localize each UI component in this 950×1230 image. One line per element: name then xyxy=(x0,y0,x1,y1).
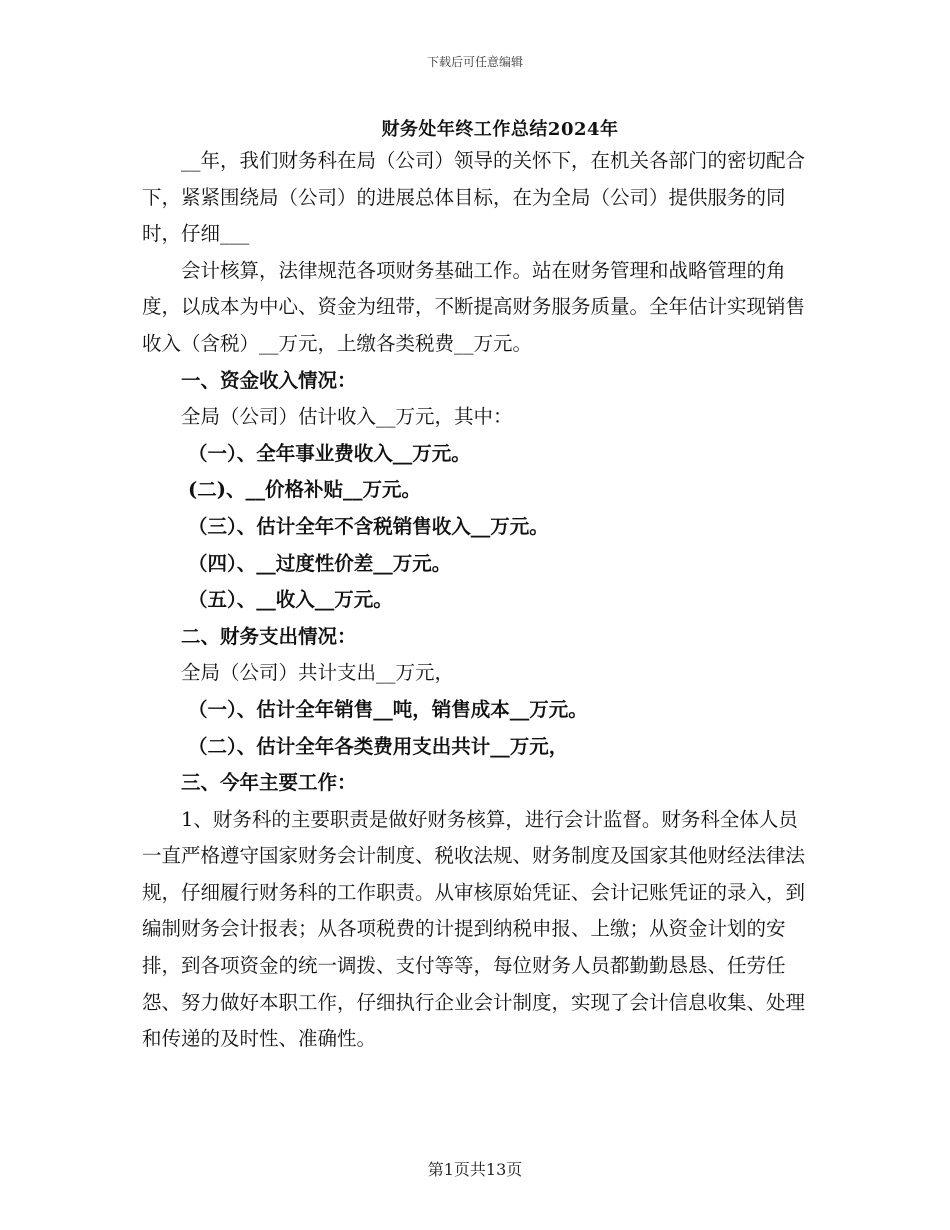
intro-paragraph: __年，我们财务科在局（公司）领导的关怀下，在机关各部门的密切配合下，紧紧围绕局（公司）的进展总体目标，在为全局（公司）提供服务的同时，仔细___ xyxy=(142,149,806,246)
accounting-paragraph: 会计核算，法律规范各项财务基础工作。站在财务管理和战略管理的角度，以成本为中心、资金为纽带，不断提高财务服务质量。全年估计实现销售收入（含税）__万元，上缴各类税费__万元。 xyxy=(142,258,806,355)
expense-item-2: （二）、估计全年各类费用支出共计__万元， xyxy=(188,734,569,758)
expense-summary: 全局（公司）共计支出__万元， xyxy=(181,661,455,685)
expense-item-1: （一）、估计全年销售__吨，销售成本__万元。 xyxy=(188,697,588,721)
income-item-5: （五）、__收入__万元。 xyxy=(188,588,393,612)
section-heading-work: 三、今年主要工作： xyxy=(181,771,357,795)
section-heading-income: 一、资金收入情况： xyxy=(181,368,357,392)
income-item-4: （四）、__过度性价差__万元。 xyxy=(188,551,452,575)
header-note: 下载后可任意编辑 xyxy=(426,55,523,69)
section-heading-expense: 二、财务支出情况： xyxy=(181,624,357,648)
page-number: 第1页共13页 xyxy=(427,1160,523,1179)
income-item-2: (二)、__价格补贴__万元。 xyxy=(188,478,421,502)
document-title: 财务处年终工作总结2024年 xyxy=(381,119,619,140)
income-summary: 全局（公司）估计收入__万元，其中： xyxy=(181,405,513,429)
income-item-1: （一）、全年事业费收入__万元。 xyxy=(188,441,471,465)
work-paragraph-1: 1、财务科的主要职责是做好财务核算，进行会计监督。财务科全体人员一直严格遵守国家财务会计制度、税收法规、财务制度及国家其他财经法律法规，仔细履行财务科的工作职责。从审核原始凭证、会计记账凭证的录入，到编制财务会计报表；从各项税费的计提到纳税申报、上缴；从资金计划的安排，到各项资金的统一调拨、支付等等，每位财务人员都勤勤恳恳、任劳任怨、努力做好本职工作，仔细执行企业会计制度，实现了会计信息收集、处理和传递的及时性、准确性。 xyxy=(142,807,806,1051)
document-body xyxy=(142,143,810,1058)
income-item-3: （三）、估计全年不含税销售收入__万元。 xyxy=(188,514,549,538)
